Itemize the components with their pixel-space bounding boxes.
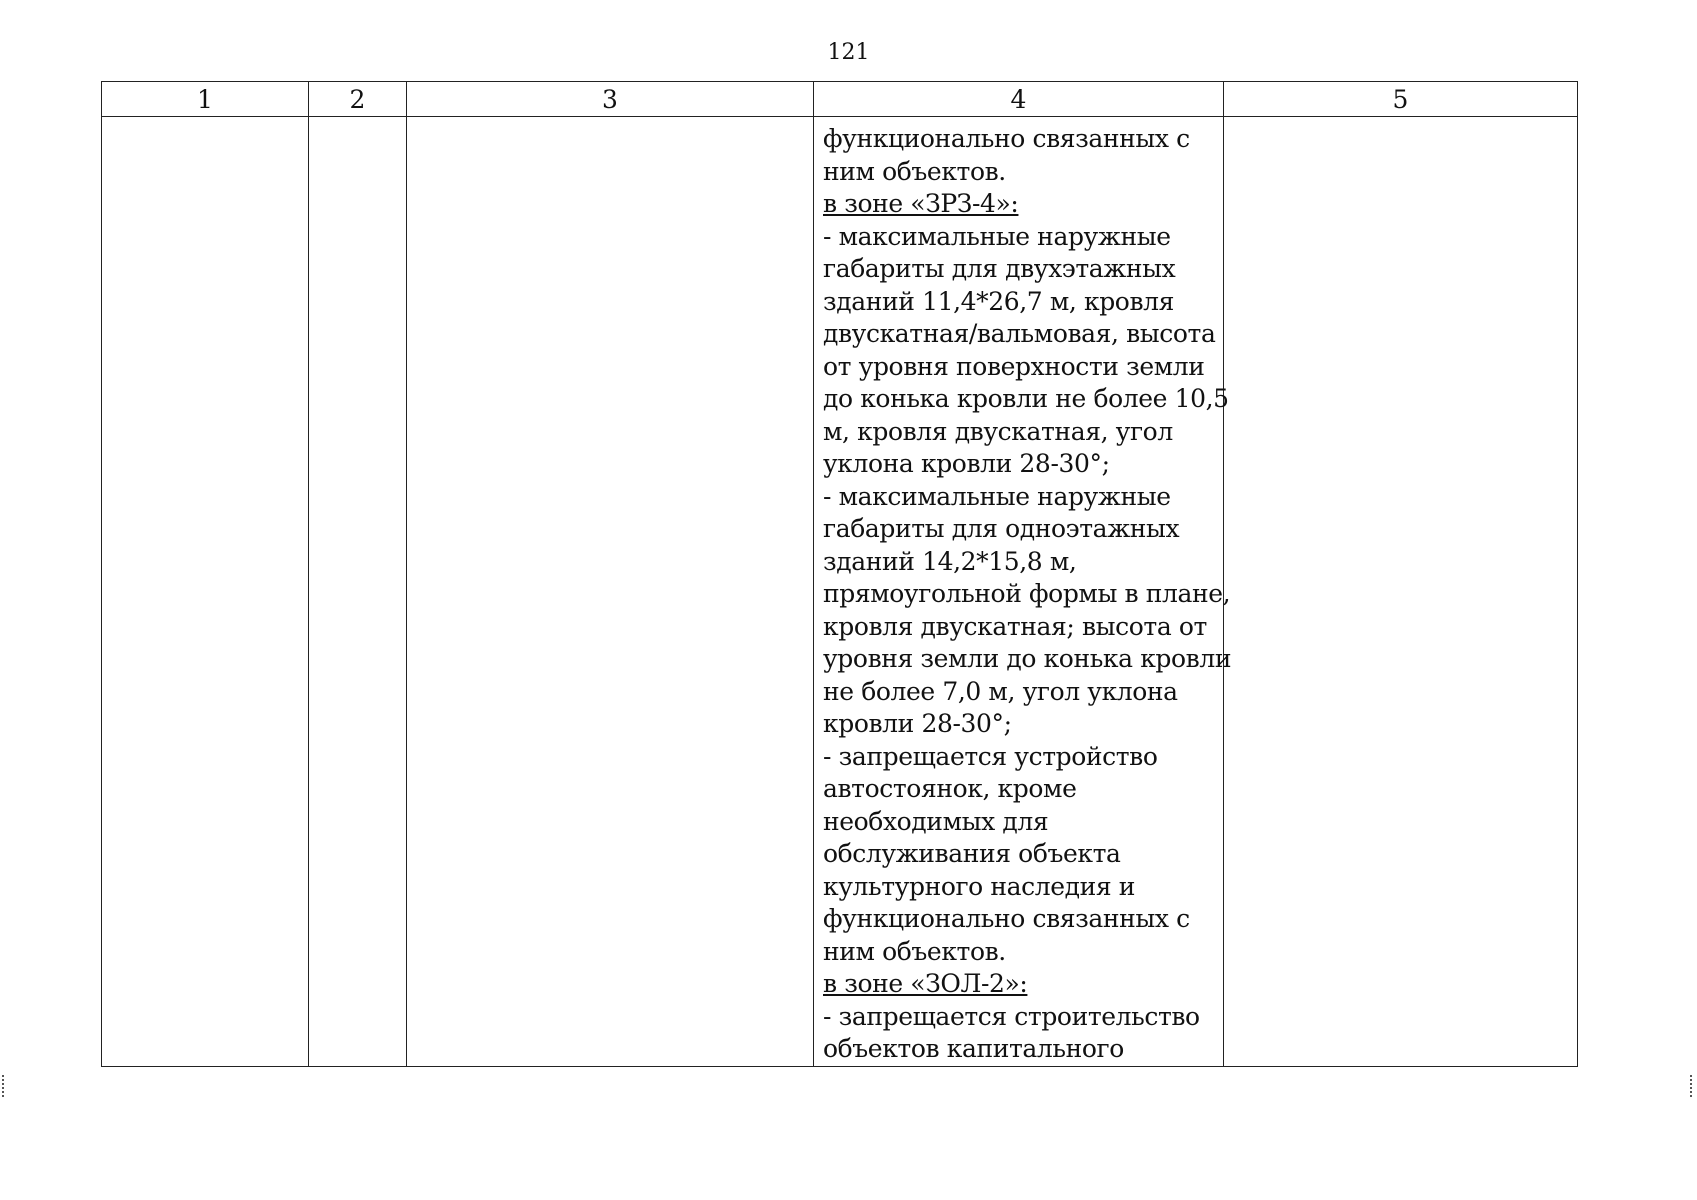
text-line: - запрещается строительство: [823, 1001, 1200, 1031]
text-line: до конька кровли не более 10,5: [823, 384, 1229, 413]
text-line: габариты для одноэтажных: [823, 514, 1180, 543]
regulation-table: [101, 81, 1578, 1067]
text-line: - максимальные наружные: [823, 481, 1171, 511]
scan-edge-mark-left: [2, 1075, 7, 1097]
header-col-4: 4: [814, 82, 1224, 117]
text-line: функционально связанных с: [823, 124, 1190, 153]
cell-col-2: [309, 117, 407, 1067]
text-line: габариты для двухэтажных: [823, 254, 1176, 283]
text-line: функционально связанных с: [823, 904, 1190, 933]
text-line: ним объектов.: [823, 936, 1006, 966]
cell-col-3: [407, 117, 814, 1067]
header-col-1: 1: [102, 82, 309, 117]
text-line: - запрещается устройство: [823, 741, 1158, 771]
scan-edge-mark-right: [1690, 1075, 1695, 1097]
text-line: от уровня поверхности земли: [823, 351, 1205, 381]
text-line: кровли 28-30°;: [823, 709, 1012, 738]
text-line: зданий 14,2*15,8 м,: [823, 546, 1077, 576]
page-number: 121: [827, 40, 870, 65]
text-line: не более 7,0 м, угол уклона: [823, 676, 1178, 706]
text-line: культурного наследия и: [823, 871, 1136, 901]
text-line: - максимальные наружные: [823, 221, 1171, 251]
text-line: зданий 11,4*26,7 м, кровля: [823, 286, 1174, 316]
zone-heading-zrz4: в зоне «ЗРЗ-4»:: [823, 189, 1019, 218]
header-col-3: 3: [407, 82, 814, 117]
text-line: уклона кровли 28-30°;: [823, 449, 1110, 478]
header-col-5: 5: [1224, 82, 1578, 117]
text-line: объектов капитального: [823, 1034, 1124, 1063]
text-line: двускатная/вальмовая, высота: [823, 319, 1216, 348]
zone-heading-zol2: в зоне «ЗОЛ-2»:: [823, 969, 1028, 998]
table-row: [102, 117, 1578, 1067]
cell-col-1: [102, 117, 309, 1067]
text-line: прямоугольной формы в плане,: [823, 579, 1231, 608]
text-line: автостоянок, кроме: [823, 774, 1077, 803]
cell-col-5: [1224, 117, 1578, 1067]
header-row: [102, 82, 1578, 117]
text-line: ним объектов.: [823, 156, 1006, 186]
text-line: необходимых для: [823, 806, 1049, 836]
text-line: обслуживания объекта: [823, 839, 1121, 868]
text-line: м, кровля двускатная, угол: [823, 416, 1173, 446]
cell-col-4: [814, 117, 1232, 1067]
text-line: уровня земли до конька кровли: [823, 644, 1232, 673]
text-line: кровля двускатная; высота от: [823, 611, 1207, 641]
header-col-2: 2: [309, 82, 407, 117]
